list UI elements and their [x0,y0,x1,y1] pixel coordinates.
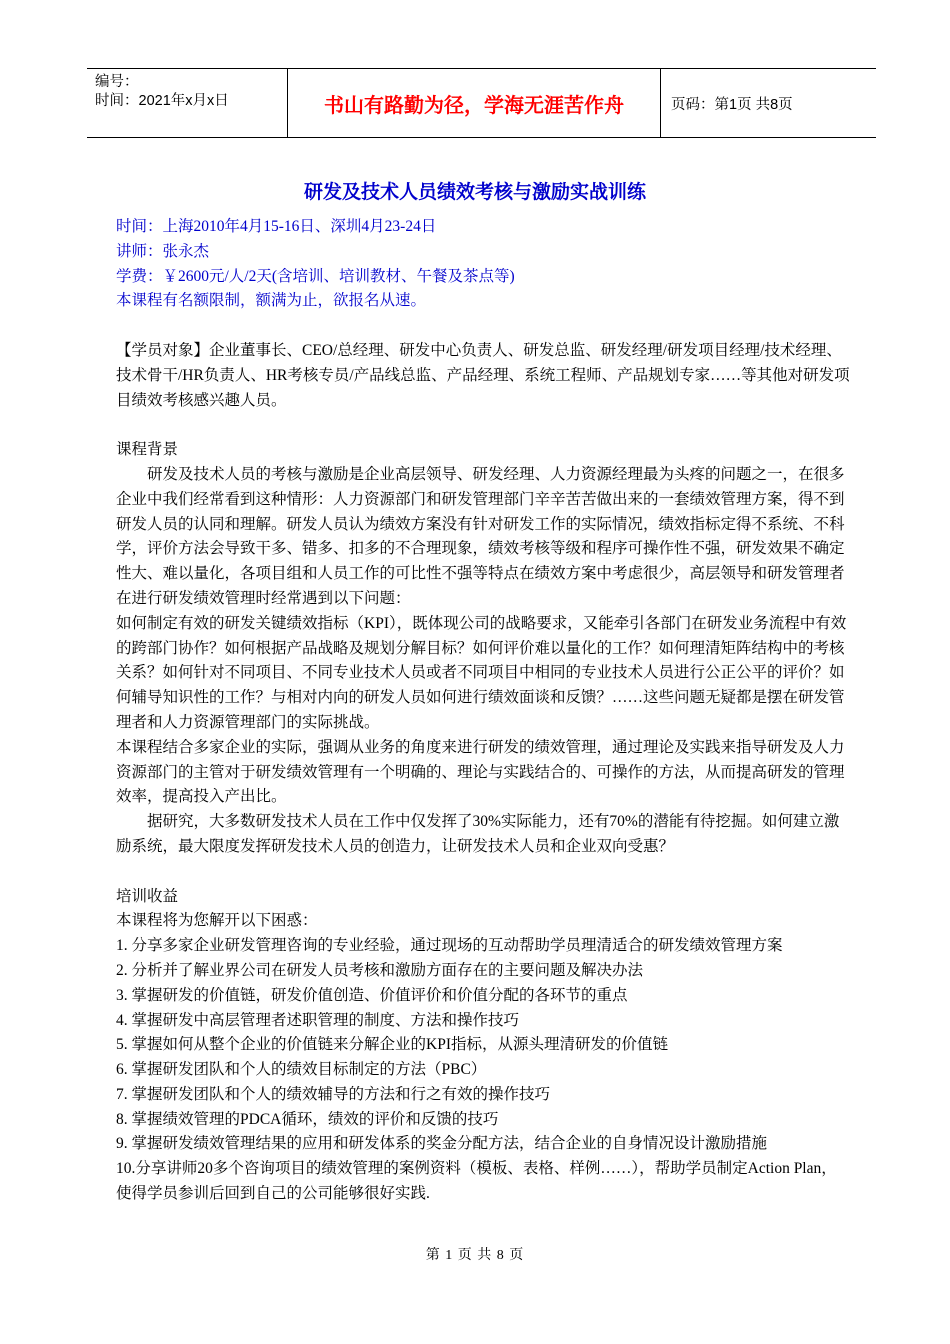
background-paragraph-4: 据研究，大多数研发技术人员在工作中仅发挥了30%实际能力，还有70%的潜能有待挖掘。如何建立激励系统，最大限度发挥研发技术人员的创造力，让研发技术人员和企业双向受惠？ [116,813,840,855]
benefit-item: 3. 掌握研发的价值链，研发价值创造、价值评价和价值分配的各环节的重点 [116,986,628,1004]
benefit-item: 4. 掌握研发中高层管理者述职管理的制度、方法和操作技巧 [116,1011,520,1029]
number-label: 编号： [95,74,139,90]
audience-paragraph: 【学员对象】企业董事长、CEO/总经理、研发中心负责人、研发总监、研发经理/研发项目经理/技术经理、技术骨干/HR负责人、HR考核专员/产品线总监、产品经理、系统工程师、产品规划专家……等其他对研发项目绩效考核感兴趣人员。 [116,341,850,409]
benefits-intro: 本课程将为您解开以下困惑： [116,912,318,930]
document-body [116,215,851,1207]
background-paragraph-1: 研发及技术人员的考核与激励是企业高层领导、研发经理、人力资源经理最为头疼的问题之一，在很多企业中我们经常看到这种情形：人力资源部门和研发管理部门辛辛苦苦做出来的一套绩效管理方案，得不到研发人员的认同和理解。研发人员认为绩效方案没有针对研发工作的实际情况，绩效指标定得不系统、不科学，评价方法会导致干多、错多、扣多的不合理现象，绩效考核等级和程序可操作性不强，研发效果不确定性大、难以量化，各项目组和人员工作的可比性不强等特点在绩效方案中考虑很少，高层领导和研发管理者在进行研发绩效管理时经常遇到以下问题： [116,465,845,607]
course-fee: 学费：￥2600元/人/2天(含培训、培训教材、午餐及茶点等) [116,267,515,285]
page-footer: 第 1 页 共 8 页 [425,1248,525,1263]
benefit-item: 1. 分享多家企业研发管理咨询的专业经验，通过现场的互动帮助学员理清适合的研发绩效管理方案 [116,937,783,955]
course-limit: 本课程有名额限制，额满为止，欲报名从速。 [116,292,427,310]
background-paragraph-3: 本课程结合多家企业的实际，强调从业务的角度来进行研发的绩效管理，通过理论及实践来指导研发及人力资源部门的主管对于研发绩效管理有一个明确的、理论与实践结合的、可操作的方法，从而提高研发的管理效率，提高投入产出比。 [116,738,845,806]
course-time: 时间：上海2010年4月15-16日、深圳4月23-24日 [116,218,437,235]
benefits-heading: 培训收益 [116,887,179,905]
header-page-label: 页码：第1页 共8页 [671,96,793,113]
benefit-item: 6. 掌握研发团队和个人的绩效目标制定的方法（PBC） [116,1061,487,1079]
benefit-item: 9. 掌握研发绩效管理结果的应用和研发体系的奖金分配方法，结合企业的自身情况设计激励措施 [116,1135,768,1153]
background-paragraph-2: 如何制定有效的研发关键绩效指标（KPI），既体现公司的战略要求，又能牵引各部门在研发业务流程中有效的跨部门协作？如何根据产品战略及规划分解目标？如何评价难以量化的工作？如何理清矩阵结构中的考核关系？如何针对不同项目、不同专业技术人员或者不同项目中相同的专业技术人员进行公正公平的评价？如何辅导知识性的工作？与相对内向的研发人员如何进行绩效面谈和反馈？……这些问题无疑都是摆在研发管理者和人力资源管理部门的实际挑战。 [116,614,847,731]
document-header [87,68,876,138]
background-heading: 课程背景 [116,441,179,459]
document-title: 研发及技术人员绩效考核与激励实战训练 [303,181,646,203]
course-teacher: 讲师：张永杰 [116,242,210,260]
benefit-item: 5. 掌握如何从整个企业的价值链来分解企业的KPI指标，从源头理清研发的价值链 [116,1036,668,1054]
benefit-item: 10.分享讲师20多个咨询项目的绩效管理的案例资料（模板、表格、样例……），帮助学员制定Action Plan，使得学员参训后回到自己的公司能够很好实践. [116,1160,837,1203]
benefit-item: 7. 掌握研发团队和个人的绩效辅导的方法和行之有效的操作技巧 [116,1085,551,1103]
header-meta [87,69,287,137]
benefit-item: 8. 掌握绩效管理的PDCA循环，绩效的评价和反馈的技巧 [116,1110,499,1128]
benefit-item: 2. 分析并了解业界公司在研发人员考核和激励方面存在的主要问题及解决办法 [116,961,644,979]
time-label: 时间：2021年x月x日 [95,93,229,109]
header-motto: 书山有路勤为径，学海无涯苦作舟 [287,69,661,137]
